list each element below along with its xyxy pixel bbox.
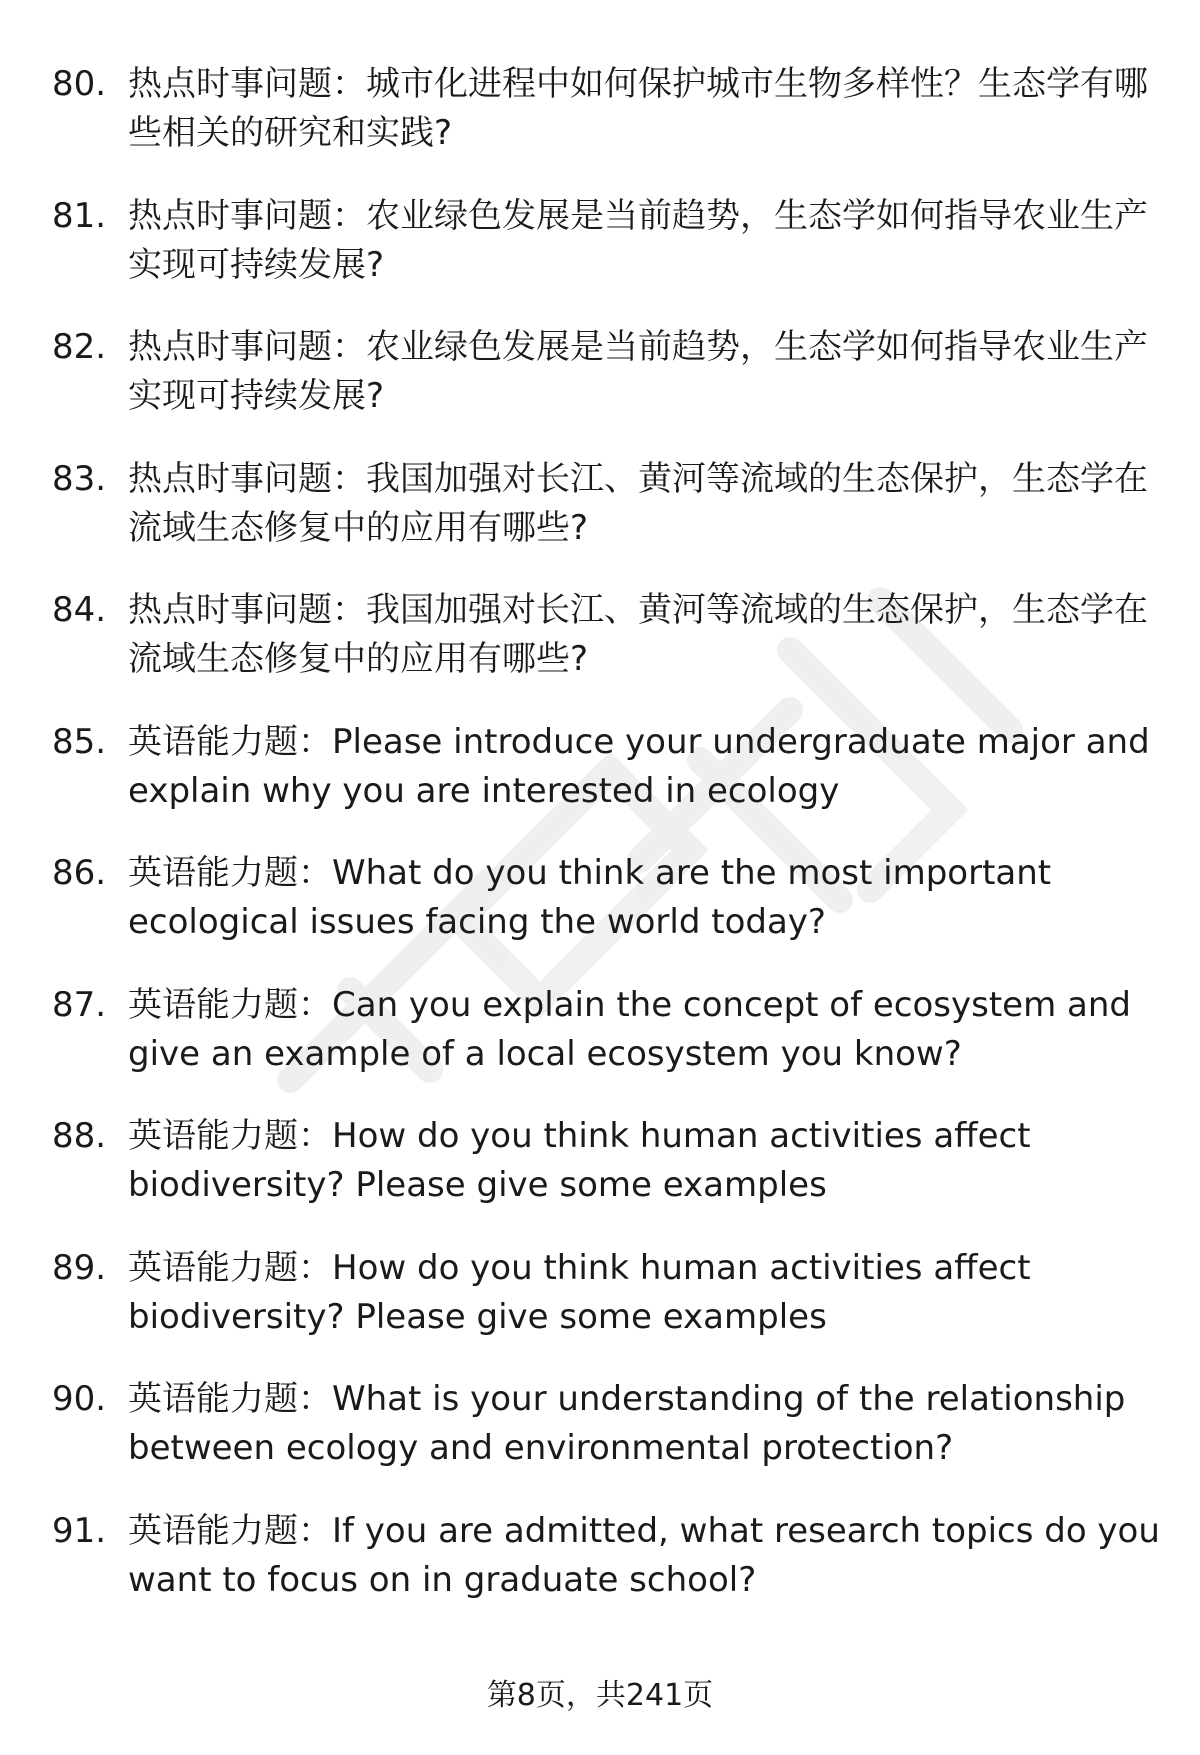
- question-text: 英语能力题：How do you think human activities affect biodiversity? Please give some examples: [128, 1247, 1031, 1337]
- question-text: 热点时事问题：城市化进程中如何保护城市生物多样性？生态学有哪些相关的研究和实践?: [128, 64, 1148, 153]
- question-text: 热点时事问题：农业绿色发展是当前趋势，生态学如何指导农业生产实现可持续发展?: [128, 195, 1148, 285]
- question-number: 84.: [52, 590, 107, 630]
- question-text: 热点时事问题：农业绿色发展是当前趋势，生态学如何指导农业生产实现可持续发展?: [128, 327, 1148, 416]
- question-number: 87.: [52, 984, 107, 1025]
- question-number: 80.: [52, 64, 107, 104]
- question-item: [52, 1112, 1162, 1244]
- question-item: [52, 455, 1162, 587]
- question-item: [52, 849, 1162, 981]
- question-item: [52, 1507, 1162, 1639]
- question-number: 86.: [52, 853, 107, 893]
- question-number: 90.: [52, 1379, 107, 1419]
- question-text: 英语能力题：What is your understanding of the relationship between ecology and environmental protection?: [128, 1379, 1126, 1468]
- question-number: 88.: [52, 1116, 107, 1156]
- question-text: 英语能力题：Please introduce your undergraduate major and explain why you are interested in ecology: [128, 721, 1150, 811]
- question-list: [52, 60, 1162, 1638]
- question-number: 89.: [52, 1247, 107, 1288]
- question-number: 83.: [52, 458, 107, 499]
- question-text: 英语能力题：What do you think are the most important ecological issues facing the world today?: [128, 853, 1052, 942]
- page-footer: 第8页，共241页: [486, 1678, 714, 1713]
- question-text: 热点时事问题：我国加强对长江、黄河等流域的生态保护，生态学在流域生态修复中的应用有哪些?: [128, 590, 1148, 679]
- question-number: 81.: [52, 195, 107, 236]
- question-text: 热点时事问题：我国加强对长江、黄河等流域的生态保护，生态学在流域生态修复中的应用有哪些?: [128, 458, 1148, 548]
- question-item: [52, 323, 1162, 455]
- question-number: 85.: [52, 721, 107, 762]
- question-item: [52, 60, 1162, 192]
- question-text: 英语能力题：Can you explain the concept of ecosystem and give an example of a local ecosystem you know?: [128, 984, 1131, 1074]
- question-number: 82.: [52, 327, 107, 367]
- question-item: [52, 1244, 1162, 1376]
- question-number: 91.: [52, 1510, 107, 1551]
- question-text: 英语能力题：How do you think human activities affect biodiversity? Please give some examples: [128, 1116, 1031, 1205]
- question-item: [52, 192, 1162, 324]
- question-item: [52, 981, 1162, 1113]
- question-item: [52, 718, 1162, 850]
- question-item: [52, 1375, 1162, 1507]
- question-item: [52, 586, 1162, 718]
- question-text: 英语能力题：If you are admitted, what research topics do you want to focus on in graduate school?: [128, 1510, 1160, 1600]
